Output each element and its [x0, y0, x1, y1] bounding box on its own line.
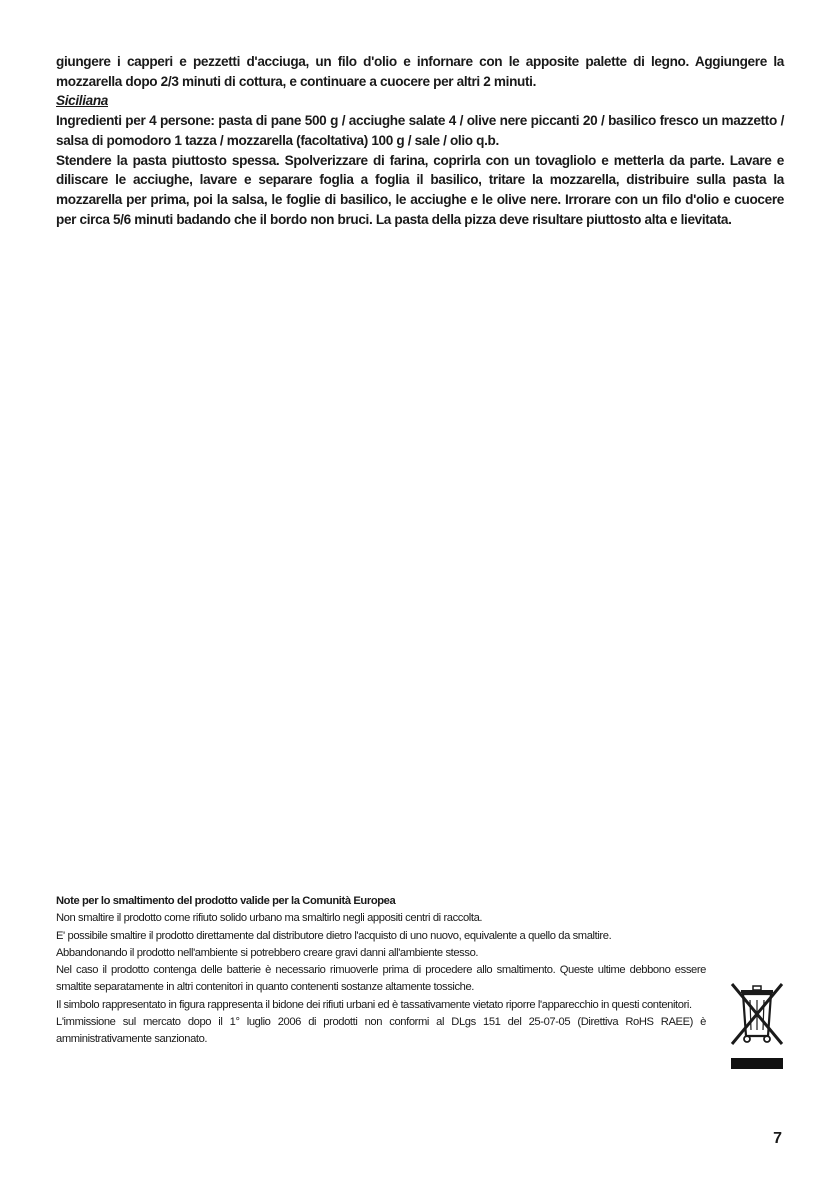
disposal-note-line: E' possibile smaltire il prodotto direttamente dal distributore dietro l'acquisto di uno nuovo, equivalente a quello da smaltire. — [56, 929, 612, 942]
recipe-text — [56, 52, 784, 229]
disposal-note-line: Il simbolo rappresentato in figura rappresenta il bidone dei rifiuti urbani ed è tassativamente vietato riporre l'apparecchio in questi contenitori. — [56, 998, 692, 1011]
recipe-intro: giungere i capperi e pezzetti d'acciuga, un filo d'olio e infornare con le apposite palette di legno. Aggiungere la mozzarella dopo 2/3 minuti di cottura, e continuare a cuocere per altri 2 minuti. — [56, 54, 784, 89]
disposal-note-line: Abbandonando il prodotto nell'ambiente si potrebbero creare gravi danni all'ambiente stesso. — [56, 946, 479, 959]
disposal-note-heading: Note per lo smaltimento del prodotto valide per la Comunità Europea — [56, 895, 396, 907]
ingredients-paragraph: Ingredienti per 4 persone: pasta di pane 500 g / acciughe salate 4 / olive nere piccanti 20 / basilico fresco un mazzetto / salsa di pomodoro 1 tazza / mozzarella (facoltativa) 100 g / sale / olio q.b. — [56, 113, 784, 148]
instructions-paragraph: Stendere la pasta piuttosto spessa. Spolverizzare di farina, coprirla con un tovagliolo e metterla da parte. Lavare e diliscare le acciughe, lavare e separare foglia a foglia il basilico, tritare la mozzarella, distribuire sulla pasta la mozzarella per prima, poi la salsa, le foglie di basilico, le acciughe e le olive nere. Irrorare con un filo d'olio e cuocere per circa 5/6 minuti badando che il bordo non bruci. La pasta della pizza deve risultare piuttosto alta e lievitata. — [56, 152, 784, 227]
page-number: 7 — [773, 1130, 782, 1147]
section-title-siciliana: Siciliana — [56, 93, 109, 109]
crossed-out-wheelie-bin-icon — [726, 978, 788, 1072]
disposal-note-line: Non smaltire il prodotto come rifiuto solido urbano ma smaltirlo negli appositi centri di raccolta. — [56, 912, 483, 925]
disposal-note — [56, 893, 706, 1049]
disposal-note-line: L'immissione sul mercato dopo il 1° luglio 2006 di prodotti non conformi al DLgs 151 del 25-07-05 (Direttiva RoHS RAEE) è amministrativamente sanzionato. — [56, 1016, 706, 1046]
disposal-note-line: Nel caso il prodotto contenga delle batterie è necessario rimuoverle prima di procedere allo smaltimento. Queste ultime debbono essere smaltite separatamente in altri contenitori in quanto contenenti sostanze altamente tossiche. — [56, 964, 706, 994]
